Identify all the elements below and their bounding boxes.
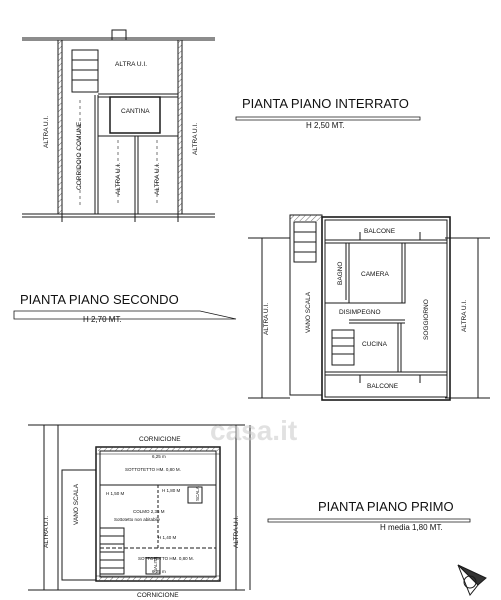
label-interrato-altra-left: ALTRA U.I. xyxy=(43,115,50,148)
label-primo-sottotetto-na: Sottotetto non abitabile xyxy=(114,517,161,522)
title-interrato: PIANTA PIANO INTERRATO xyxy=(242,96,409,111)
label-primo-h140: H 1,40 M xyxy=(158,535,177,540)
label-secondo-balcone-bottom: BALCONE xyxy=(367,383,399,390)
title-primo: PIANTA PIANO PRIMO xyxy=(318,499,454,514)
height-interrato: H 2,50 MT. xyxy=(306,121,345,130)
label-primo-dim-top: 6,25 m xyxy=(152,454,166,459)
title-interrato-underline xyxy=(236,117,420,120)
height-primo: H media 1,80 MT. xyxy=(380,523,443,532)
label-secondo-soggiorno: SOGGIORNO xyxy=(423,299,430,340)
label-interrato-corridoio: CORRIDOIO COMUNE xyxy=(76,121,83,190)
label-primo-cornicione-top: CORNICIONE xyxy=(139,436,181,443)
label-secondo-camera: CAMERA xyxy=(361,271,389,278)
label-interrato-altra-top: ALTRA U.I. xyxy=(115,61,148,68)
label-interrato-altra-right: ALTRA U.I. xyxy=(192,122,199,155)
height-secondo: H 2,70 MT. xyxy=(83,315,122,324)
watermark-logo: casa.it xyxy=(210,415,298,446)
north-arrow-icon xyxy=(458,565,486,595)
label-primo-h180: H 1,80 M xyxy=(162,488,181,493)
label-interrato-altra-a: ALTRA U.I. xyxy=(115,162,122,195)
label-secondo-balcone-top: BALCONE xyxy=(364,228,396,235)
label-primo-h150: H 1,50 M xyxy=(106,491,125,496)
label-secondo-altra-right: ALTRA U.I. xyxy=(461,299,468,332)
label-secondo-cucina: CUCINA xyxy=(362,341,387,348)
label-primo-altra-right: ALTRA U.I. xyxy=(233,515,240,548)
label-primo-salita: SALITA xyxy=(153,556,158,572)
title-secondo-underline xyxy=(14,311,236,319)
label-primo-sottotetto-bottom: SOTTOTETTO HM. 0,80 M. xyxy=(138,556,194,561)
title-secondo: PIANTA PIANO SECONDO xyxy=(20,292,179,307)
label-secondo-vano-scala: VANO SCALA xyxy=(305,291,312,333)
label-primo-colmo: COLMO 2,35 M xyxy=(133,509,165,514)
label-primo-dim-bottom: 6,25 m xyxy=(152,569,166,574)
plan-secondo xyxy=(248,215,490,400)
label-secondo-bagno: BAGNO xyxy=(337,261,344,285)
label-interrato-altra-b: ALTRA U.I. xyxy=(154,162,161,195)
plan-primo xyxy=(28,425,250,590)
label-primo-vano-scala: VANO SCALA xyxy=(73,483,80,525)
label-secondo-disimpegno: DISIMPEGNO xyxy=(339,309,381,316)
title-primo-underline xyxy=(268,519,470,522)
label-secondo-altra-left: ALTRA U.I. xyxy=(263,302,270,335)
label-interrato-cantina: CANTINA xyxy=(121,108,150,115)
label-primo-scala: SCALA xyxy=(195,486,200,501)
label-primo-cornicione-bottom: CORNICIONE xyxy=(137,592,179,599)
label-primo-altra-left: ALTRA U.I. xyxy=(43,515,50,548)
label-primo-sottotetto-top: SOTTOTETTO HM. 0,80 M. xyxy=(125,467,181,472)
